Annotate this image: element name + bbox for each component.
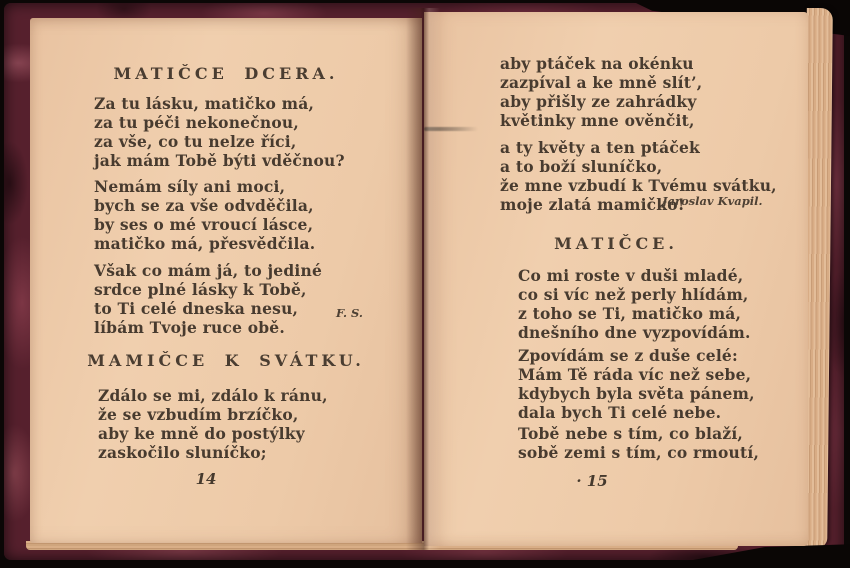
poem-line: aby ptáček na okénku xyxy=(500,54,694,73)
poem-line: matičko má, přesvědčila. xyxy=(94,234,316,253)
stanza xyxy=(94,177,315,253)
poem-title-maticce: MATIČCE. xyxy=(554,234,678,253)
stanza xyxy=(94,94,345,170)
poem-line: to Ti celé dneska nesu, xyxy=(94,299,299,318)
poem-line: zazpíval a ke mně slít’, xyxy=(500,73,703,92)
author-attribution: F. S. xyxy=(336,306,363,320)
stanza xyxy=(94,261,322,337)
poem-line: dala bych Ti celé nebe. xyxy=(518,403,722,422)
poem-line: dnešního dne vyzpovídám. xyxy=(518,323,751,342)
poem-line: květinky mne ověnčit, xyxy=(500,111,695,130)
poem-title-mamicce-k-svatku: MAMIČCE K SVÁTKU. xyxy=(87,351,365,370)
poem-line: že mne vzbudí k Tvému svátku, xyxy=(500,176,777,195)
author-attribution: Jaroslav Kvapil. xyxy=(662,194,763,208)
stanza xyxy=(518,346,755,422)
poem-line: moje zlatá mamičko! xyxy=(500,195,685,214)
poem-line: a ty květy a ten ptáček xyxy=(500,138,700,157)
poem-line: sobě zemi s tím, co rmoutí, xyxy=(518,443,760,462)
stanza xyxy=(518,424,759,462)
poem-line: že se vzbudím brzíčko, xyxy=(98,405,299,424)
poem-line: co si víc než perly hlídám, xyxy=(518,285,749,304)
poem-line: Za tu lásku, matičko má, xyxy=(94,94,315,113)
poem-line: z toho se Ti, matičko má, xyxy=(518,304,742,323)
poem-line: kdybych byla světa pánem, xyxy=(518,384,755,403)
page-number: · 15 xyxy=(576,472,608,490)
poem-line: Co mi roste v duši mladé, xyxy=(518,266,744,285)
left-page xyxy=(30,18,422,543)
poem-line: bych se za vše odvděčila, xyxy=(94,196,314,215)
stanza xyxy=(518,266,751,342)
poem-line: líbám Tvoje ruce obě. xyxy=(94,318,285,337)
poem-line: aby přišly ze zahrádky xyxy=(500,92,697,111)
page-number: 14 xyxy=(195,470,217,488)
poem-line: Mám Tě ráda víc než sebe, xyxy=(518,365,752,384)
poem-line: Tobě nebe s tím, co blaží, xyxy=(518,424,744,443)
poem-line: jak mám Tobě býti vděčnou? xyxy=(94,151,345,170)
poem-line: a to boží sluníčko, xyxy=(500,157,663,176)
stanza xyxy=(500,54,702,130)
poem-line: aby ke mně do postýlky xyxy=(98,424,305,443)
poem-line: Však co mám já, to jediné xyxy=(94,261,323,280)
poem-line: zaskočilo sluníčko; xyxy=(98,443,267,462)
poem-line: za vše, co tu nelze říci, xyxy=(94,132,297,151)
poem-line: za tu péči nekonečnou, xyxy=(94,113,299,132)
poem-line: Nemám síly ani moci, xyxy=(94,177,286,196)
smudge-mark xyxy=(424,127,478,131)
right-page xyxy=(424,12,808,546)
poem-line: Zpovídám se z duše celé: xyxy=(518,346,738,365)
stanza xyxy=(98,386,328,462)
poem-title-maticce-dcera: MATIČCE DCERA. xyxy=(113,64,339,83)
poem-line: srdce plné lásky k Tobě, xyxy=(94,280,307,299)
poem-line: by ses o mé vroucí lásce, xyxy=(94,215,314,234)
poem-line: Zdálo se mi, zdálo k ránu, xyxy=(98,386,328,405)
